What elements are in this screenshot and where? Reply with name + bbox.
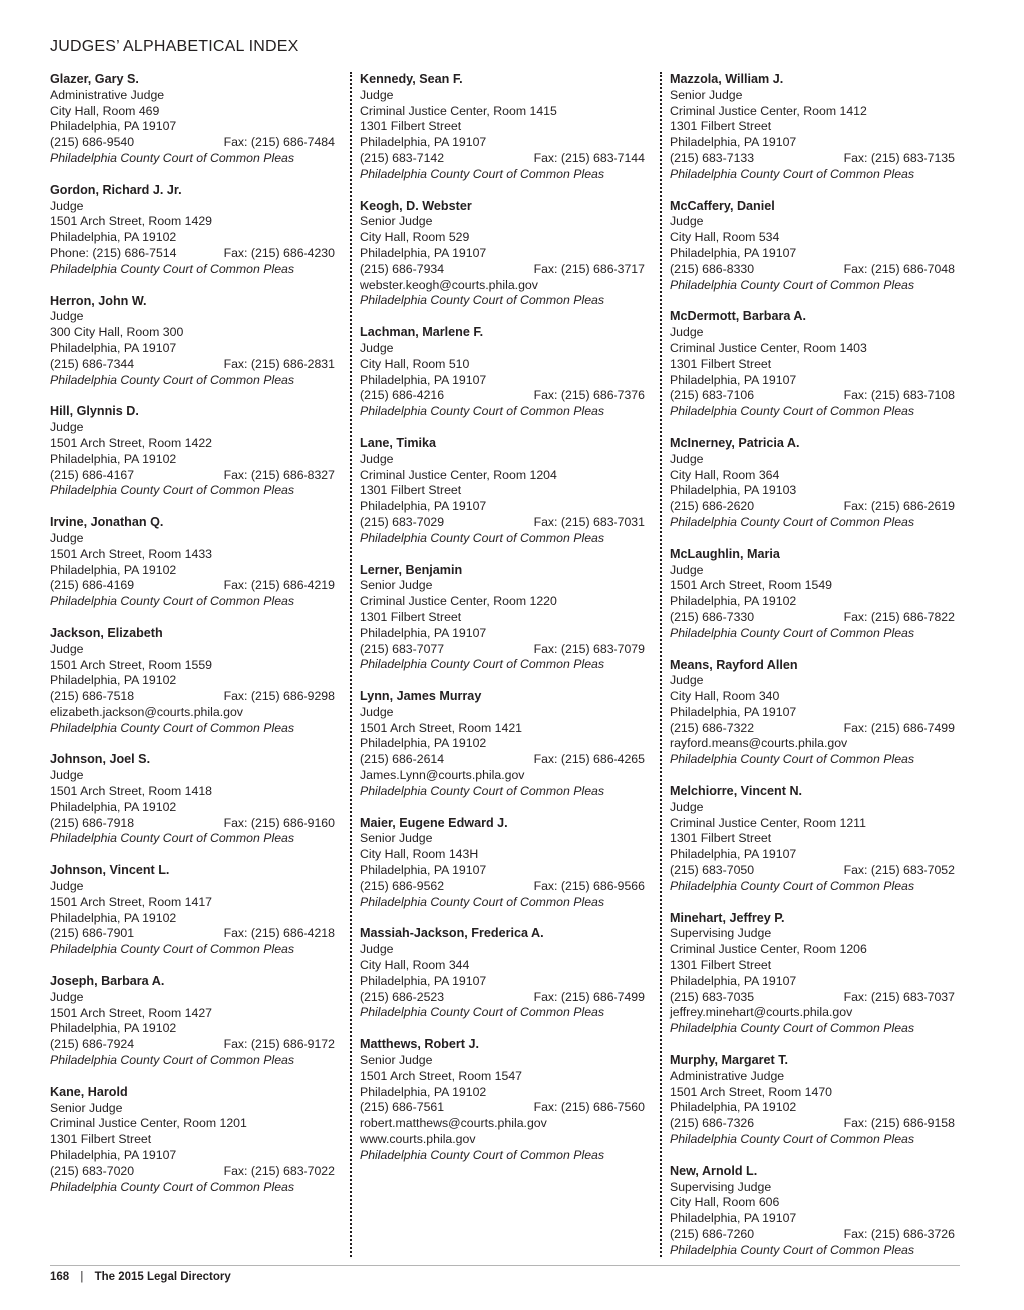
- address-line: City Hall, Room 364: [670, 467, 780, 482]
- contact-row: [670, 499, 955, 515]
- address-line: Philadelphia, PA 19107: [670, 847, 797, 862]
- fax-number: Fax: (215) 683-7108: [843, 388, 955, 403]
- phone-number: (215) 686-2614: [360, 752, 445, 767]
- phone-number: (215) 686-7934: [360, 261, 445, 276]
- fax-number: Fax: (215) 686-4230: [223, 245, 335, 260]
- address-line: Supervising Judge: [670, 1179, 772, 1194]
- judge-entry: [670, 911, 955, 1037]
- fax-number: Fax: (215) 686-7499: [843, 720, 955, 735]
- judge-entry: [50, 863, 335, 958]
- address-line: Judge: [50, 530, 84, 545]
- email-or-web: jeffrey.minehart@courts.phila.gov: [670, 1005, 853, 1020]
- judge-name: Massiah-Jackson, Frederica A.: [360, 926, 544, 941]
- address-line: City Hall, Room 534: [670, 230, 780, 245]
- address-line: City Hall, Room 143H: [360, 847, 479, 862]
- contact-row: [50, 816, 335, 832]
- judge-name: McCaffery, Daniel: [670, 198, 775, 213]
- address-line: Judge: [360, 340, 394, 355]
- contact-row: [360, 1100, 645, 1116]
- judge-name: Johnson, Vincent L.: [50, 863, 170, 878]
- address-line: 1301 Filbert Street: [670, 831, 772, 846]
- court-name: Philadelphia County Court of Common Pleas: [50, 372, 295, 387]
- phone-number: (215) 686-4167: [50, 467, 135, 482]
- address-line: Philadelphia, PA 19107: [360, 625, 487, 640]
- email-or-web: www.courts.phila.gov: [360, 1132, 476, 1147]
- court-name: Philadelphia County Court of Common Pleas: [360, 293, 605, 308]
- address-line: 1501 Arch Street, Room 1418: [50, 784, 213, 799]
- address-line: Philadelphia, PA 19102: [50, 451, 177, 466]
- judge-entry: [670, 1053, 955, 1148]
- address-line: 1501 Arch Street, Room 1421: [360, 720, 523, 735]
- fax-number: Fax: (215) 686-2619: [843, 499, 955, 514]
- address-line: Philadelphia, PA 19107: [670, 1211, 797, 1226]
- address-line: Senior Judge: [360, 578, 433, 593]
- page-number: 168: [50, 1271, 70, 1283]
- address-line: City Hall, Room 606: [670, 1195, 780, 1210]
- judge-entry: [360, 436, 645, 547]
- address-line: 1501 Arch Street, Room 1547: [360, 1068, 523, 1083]
- contact-row: [670, 610, 955, 626]
- email-or-web: James.Lynn@courts.phila.gov: [360, 768, 525, 783]
- judge-entry: [50, 626, 335, 737]
- judge-entry: [670, 658, 955, 769]
- address-line: Senior Judge: [360, 1053, 433, 1068]
- fax-number: Fax: (215) 686-9566: [533, 878, 645, 893]
- phone-number: (215) 686-7344: [50, 356, 135, 371]
- address-line: Criminal Justice Center, Room 1415: [360, 103, 557, 118]
- judge-name: Keogh, D. Webster: [360, 198, 472, 213]
- address-line: Senior Judge: [360, 831, 433, 846]
- phone-number: (215) 683-7106: [670, 388, 755, 403]
- address-line: Criminal Justice Center, Room 1211: [670, 815, 866, 830]
- address-line: Judge: [360, 942, 394, 957]
- fax-number: Fax: (215) 683-7031: [533, 514, 645, 529]
- address-line: Judge: [670, 562, 704, 577]
- page-footer: [50, 1271, 231, 1283]
- court-name: Philadelphia County Court of Common Pleas: [50, 483, 295, 498]
- fax-number: Fax: (215) 683-7022: [223, 1163, 335, 1178]
- court-name: Philadelphia County Court of Common Pleas: [670, 625, 915, 640]
- address-line: Philadelphia, PA 19107: [360, 135, 487, 150]
- address-line: Judge: [50, 641, 84, 656]
- contact-row: [50, 1037, 335, 1053]
- judge-name: Joseph, Barbara A.: [50, 974, 165, 989]
- court-name: Philadelphia County Court of Common Pleas: [670, 277, 915, 292]
- address-line: Judge: [360, 87, 394, 102]
- address-line: Philadelphia, PA 19107: [360, 973, 487, 988]
- address-line: Criminal Justice Center, Room 1206: [670, 942, 867, 957]
- contact-row: [670, 388, 955, 404]
- court-name: Philadelphia County Court of Common Pleas: [670, 1021, 915, 1036]
- judge-entry: [50, 404, 335, 499]
- address-line: Philadelphia, PA 19107: [360, 863, 487, 878]
- address-line: Administrative Judge: [670, 1068, 785, 1083]
- address-line: Criminal Justice Center, Room 1220: [360, 594, 557, 609]
- judge-entry: [670, 436, 955, 531]
- address-line: 1301 Filbert Street: [50, 1132, 152, 1147]
- court-name: Philadelphia County Court of Common Pleas: [50, 1053, 295, 1068]
- phone-number: (215) 686-9540: [50, 135, 135, 150]
- judge-entry: [50, 294, 335, 389]
- phone-number: (215) 686-7518: [50, 689, 135, 704]
- address-line: Philadelphia, PA 19102: [50, 673, 177, 688]
- contact-row: [50, 468, 335, 484]
- column-divider: [660, 72, 662, 1257]
- address-line: Philadelphia, PA 19102: [50, 1021, 177, 1036]
- email-or-web: webster.keogh@courts.phila.gov: [360, 277, 538, 292]
- address-line: 1501 Arch Street, Room 1427: [50, 1005, 213, 1020]
- address-line: Criminal Justice Center, Room 1204: [360, 467, 557, 482]
- phone-number: (215) 686-2620: [670, 499, 755, 514]
- contact-row: [50, 135, 335, 151]
- column-1: [50, 72, 335, 1257]
- footer-rule: [50, 1265, 960, 1266]
- court-name: Philadelphia County Court of Common Pleas: [670, 1132, 915, 1147]
- publication-title: The 2015 Legal Directory: [94, 1271, 231, 1283]
- judge-name: Mazzola, William J.: [670, 72, 784, 86]
- court-name: Philadelphia County Court of Common Pleas: [360, 894, 605, 909]
- court-name: Philadelphia County Court of Common Pleas: [360, 783, 605, 798]
- email-or-web: elizabeth.jackson@courts.phila.gov: [50, 704, 243, 719]
- contact-row: [50, 246, 335, 262]
- phone-number: (215) 686-7918: [50, 815, 135, 830]
- phone-number: (215) 686-7260: [670, 1227, 755, 1241]
- contact-row: [50, 578, 335, 594]
- contact-row: [670, 721, 955, 737]
- fax-number: Fax: (215) 686-9160: [223, 815, 335, 830]
- court-name: Philadelphia County Court of Common Pleas: [360, 404, 605, 419]
- address-line: Criminal Justice Center, Room 1412: [670, 103, 867, 118]
- judge-entry: [50, 515, 335, 610]
- address-line: Judge: [670, 214, 704, 229]
- address-line: Judge: [50, 879, 84, 894]
- court-name: Philadelphia County Court of Common Pleas: [360, 1147, 605, 1162]
- address-line: 1501 Arch Street, Room 1559: [50, 657, 213, 672]
- contact-row: [670, 1227, 955, 1243]
- judge-entry: [670, 199, 955, 294]
- fax-number: Fax: (215) 686-7499: [533, 989, 645, 1004]
- court-name: Philadelphia County Court of Common Pleas: [670, 1242, 915, 1257]
- address-line: Judge: [50, 768, 84, 783]
- address-line: Judge: [670, 799, 704, 814]
- judge-entry: [670, 1164, 955, 1259]
- contact-row: [360, 515, 645, 531]
- phone-number: (215) 683-7029: [360, 514, 445, 529]
- judge-name: Jackson, Elizabeth: [50, 625, 163, 640]
- phone-number: (215) 686-7561: [360, 1100, 445, 1115]
- court-name: Philadelphia County Court of Common Pleas: [670, 878, 915, 893]
- fax-number: Fax: (215) 686-4265: [533, 752, 645, 767]
- judge-name: New, Arnold L.: [670, 1163, 758, 1178]
- court-name: Philadelphia County Court of Common Pleas: [360, 166, 605, 181]
- email-or-web: rayford.means@courts.phila.gov: [670, 736, 848, 751]
- address-line: Philadelphia, PA 19107: [670, 135, 797, 150]
- court-name: Philadelphia County Court of Common Pleas: [360, 530, 605, 545]
- phone-number: (215) 686-2523: [360, 989, 445, 1004]
- fax-number: Fax: (215) 683-7079: [533, 641, 645, 656]
- address-line: Philadelphia, PA 19102: [50, 230, 177, 245]
- address-line: 1501 Arch Street, Room 1470: [670, 1084, 833, 1099]
- address-line: Philadelphia, PA 19102: [670, 1100, 797, 1115]
- address-line: Philadelphia, PA 19102: [50, 562, 177, 577]
- judge-entry: [360, 689, 645, 800]
- contact-row: [670, 151, 955, 167]
- judge-name: Lachman, Marlene F.: [360, 325, 484, 340]
- contact-row: [360, 262, 645, 278]
- judge-entry: [670, 72, 955, 183]
- judge-entry: [360, 926, 645, 1021]
- address-line: Judge: [50, 420, 84, 435]
- judge-entry: [670, 784, 955, 895]
- judge-entry: [50, 72, 335, 167]
- contact-row: [360, 388, 645, 404]
- address-line: 1501 Arch Street, Room 1422: [50, 435, 213, 450]
- judge-name: Glazer, Gary S.: [50, 72, 139, 86]
- address-line: Judge: [670, 451, 704, 466]
- address-line: Philadelphia, PA 19107: [360, 372, 487, 387]
- address-line: Judge: [360, 704, 394, 719]
- judge-name: Melchiorre, Vincent N.: [670, 784, 803, 799]
- phone-number: (215) 686-8330: [670, 261, 755, 276]
- address-line: Senior Judge: [50, 1100, 123, 1115]
- judge-entry: [50, 183, 335, 278]
- fax-number: Fax: (215) 686-7484: [223, 135, 335, 150]
- judge-name: Minehart, Jeffrey P.: [670, 910, 785, 925]
- contact-row: [360, 151, 645, 167]
- judge-entry: [360, 325, 645, 420]
- judge-name: Lynn, James Murray: [360, 689, 482, 704]
- phone-number: (215) 683-7077: [360, 641, 445, 656]
- address-line: 300 City Hall, Room 300: [50, 325, 184, 340]
- judge-name: McInerney, Patricia A.: [670, 435, 800, 450]
- address-line: City Hall, Room 510: [360, 356, 470, 371]
- judge-entry: [50, 1085, 335, 1196]
- phone-number: (215) 683-7035: [670, 989, 755, 1004]
- address-line: Philadelphia, PA 19107: [50, 119, 177, 134]
- court-name: Philadelphia County Court of Common Pleas: [50, 594, 295, 609]
- court-name: Philadelphia County Court of Common Pleas: [50, 1179, 295, 1194]
- judge-name: Lerner, Benjamin: [360, 562, 463, 577]
- footer-separator: |: [80, 1271, 84, 1283]
- address-line: 1301 Filbert Street: [670, 119, 772, 134]
- address-line: Philadelphia, PA 19107: [50, 340, 177, 355]
- address-line: Administrative Judge: [50, 87, 165, 102]
- column-2: [360, 72, 645, 1257]
- address-line: Philadelphia, PA 19103: [670, 483, 797, 498]
- phone-number: Phone: (215) 686-7514: [50, 245, 177, 260]
- judge-entry: [360, 816, 645, 911]
- contact-row: [360, 642, 645, 658]
- address-line: Philadelphia, PA 19102: [360, 1084, 487, 1099]
- address-line: Judge: [670, 673, 704, 688]
- address-line: 1301 Filbert Street: [670, 958, 772, 973]
- court-name: Philadelphia County Court of Common Pleas: [670, 404, 915, 419]
- fax-number: Fax: (215) 686-8327: [223, 467, 335, 482]
- court-name: Philadelphia County Court of Common Pleas: [50, 150, 295, 165]
- court-name: Philadelphia County Court of Common Pleas: [670, 752, 915, 767]
- phone-number: (215) 686-7322: [670, 720, 755, 735]
- fax-number: Fax: (215) 686-7048: [843, 261, 955, 276]
- judge-name: McLaughlin, Maria: [670, 546, 780, 561]
- column-3: [670, 72, 955, 1257]
- judge-entry: [360, 72, 645, 183]
- judge-entry: [670, 309, 955, 420]
- phone-number: (215) 686-7330: [670, 609, 755, 624]
- phone-number: (215) 683-7142: [360, 150, 445, 165]
- contact-row: [360, 752, 645, 768]
- judge-name: McDermott, Barbara A.: [670, 309, 806, 324]
- address-line: Criminal Justice Center, Room 1403: [670, 340, 867, 355]
- fax-number: Fax: (215) 686-9172: [223, 1037, 335, 1052]
- address-line: City Hall, Room 340: [670, 689, 780, 704]
- address-line: Supervising Judge: [670, 926, 772, 941]
- judge-name: Irvine, Jonathan Q.: [50, 515, 164, 530]
- address-line: Judge: [360, 451, 394, 466]
- address-line: 1301 Filbert Street: [360, 483, 462, 498]
- address-line: Philadelphia, PA 19107: [670, 372, 797, 387]
- judge-entry: [360, 563, 645, 674]
- address-line: 1301 Filbert Street: [360, 119, 462, 134]
- phone-number: (215) 686-4216: [360, 388, 445, 403]
- judge-name: Matthews, Robert J.: [360, 1037, 479, 1052]
- contact-row: [50, 1164, 335, 1180]
- judge-name: Herron, John W.: [50, 293, 147, 308]
- address-line: 1501 Arch Street, Room 1433: [50, 546, 213, 561]
- address-line: City Hall, Room 529: [360, 230, 470, 245]
- address-line: 1501 Arch Street, Room 1549: [670, 578, 833, 593]
- address-line: Philadelphia, PA 19107: [50, 1148, 177, 1163]
- fax-number: Fax: (215) 686-4219: [223, 578, 335, 593]
- address-line: Judge: [670, 325, 704, 340]
- phone-number: (215) 683-7020: [50, 1163, 135, 1178]
- fax-number: Fax: (215) 686-7822: [843, 609, 955, 624]
- address-line: City Hall, Room 344: [360, 958, 470, 973]
- fax-number: Fax: (215) 686-4218: [223, 926, 335, 941]
- address-line: Judge: [50, 989, 84, 1004]
- address-line: 1301 Filbert Street: [360, 609, 462, 624]
- fax-number: Fax: (215) 683-7037: [843, 989, 955, 1004]
- fax-number: Fax: (215) 686-2831: [223, 356, 335, 371]
- fax-number: Fax: (215) 686-3717: [533, 261, 645, 276]
- address-line: Judge: [50, 309, 84, 324]
- judge-name: Hill, Glynnis D.: [50, 404, 139, 419]
- address-line: 1501 Arch Street, Room 1429: [50, 214, 213, 229]
- judge-name: Lane, Timika: [360, 435, 437, 450]
- address-line: Philadelphia, PA 19107: [360, 499, 487, 514]
- fax-number: Fax: (215) 686-7376: [533, 388, 645, 403]
- phone-number: (215) 686-7924: [50, 1037, 135, 1052]
- court-name: Philadelphia County Court of Common Pleas: [50, 831, 295, 846]
- judge-name: Kennedy, Sean F.: [360, 72, 463, 86]
- judge-name: Gordon, Richard J. Jr.: [50, 182, 182, 197]
- address-line: Judge: [50, 198, 84, 213]
- phone-number: (215) 686-7901: [50, 926, 135, 941]
- contact-row: [360, 879, 645, 895]
- address-line: 1301 Filbert Street: [670, 356, 772, 371]
- address-line: Senior Judge: [670, 87, 743, 102]
- phone-number: (215) 683-7050: [670, 863, 755, 878]
- court-name: Philadelphia County Court of Common Pleas: [360, 657, 605, 672]
- address-line: Philadelphia, PA 19107: [360, 245, 487, 260]
- judge-entry: [50, 974, 335, 1069]
- address-line: Criminal Justice Center, Room 1201: [50, 1116, 247, 1131]
- page-title: JUDGES’ ALPHABETICAL INDEX: [50, 38, 299, 55]
- fax-number: Fax: (215) 686-9298: [223, 689, 335, 704]
- address-line: Philadelphia, PA 19102: [670, 594, 797, 609]
- column-divider: [350, 72, 352, 1257]
- phone-number: (215) 683-7133: [670, 150, 755, 165]
- contact-row: [670, 262, 955, 278]
- address-line: Philadelphia, PA 19107: [670, 704, 797, 719]
- judge-name: Means, Rayford Allen: [670, 657, 798, 672]
- contact-row: [670, 990, 955, 1006]
- fax-number: Fax: (215) 686-3726: [843, 1227, 955, 1241]
- court-name: Philadelphia County Court of Common Pleas: [50, 942, 295, 957]
- judge-name: Murphy, Margaret T.: [670, 1053, 789, 1068]
- address-line: Philadelphia, PA 19102: [50, 799, 177, 814]
- phone-number: (215) 686-9562: [360, 878, 445, 893]
- judge-entry: [670, 547, 955, 642]
- fax-number: Fax: (215) 683-7144: [533, 150, 645, 165]
- address-line: Philadelphia, PA 19102: [360, 736, 487, 751]
- address-line: City Hall, Room 469: [50, 103, 160, 118]
- address-line: Philadelphia, PA 19107: [670, 245, 797, 260]
- contact-row: [360, 990, 645, 1006]
- court-name: Philadelphia County Court of Common Pleas: [360, 1005, 605, 1020]
- address-line: Senior Judge: [360, 214, 433, 229]
- contact-row: [50, 689, 335, 705]
- phone-number: (215) 686-4169: [50, 578, 135, 593]
- judge-name: Johnson, Joel S.: [50, 752, 151, 767]
- judge-entry: [360, 1037, 645, 1163]
- address-line: Philadelphia, PA 19107: [670, 973, 797, 988]
- contact-row: [50, 926, 335, 942]
- judge-name: Kane, Harold: [50, 1084, 128, 1099]
- contact-row: [670, 1116, 955, 1132]
- judge-entry: [50, 752, 335, 847]
- fax-number: Fax: (215) 686-7560: [533, 1100, 645, 1115]
- court-name: Philadelphia County Court of Common Pleas: [50, 720, 295, 735]
- court-name: Philadelphia County Court of Common Pleas: [50, 261, 295, 276]
- fax-number: Fax: (215) 683-7135: [843, 150, 955, 165]
- court-name: Philadelphia County Court of Common Pleas: [670, 514, 915, 529]
- phone-number: (215) 686-7326: [670, 1116, 755, 1131]
- judge-name: Maier, Eugene Edward J.: [360, 815, 508, 830]
- contact-row: [50, 357, 335, 373]
- contact-row: [670, 863, 955, 879]
- fax-number: Fax: (215) 683-7052: [843, 863, 955, 878]
- address-line: 1501 Arch Street, Room 1417: [50, 894, 213, 909]
- fax-number: Fax: (215) 686-9158: [843, 1116, 955, 1131]
- court-name: Philadelphia County Court of Common Pleas: [670, 166, 915, 181]
- email-or-web: robert.matthews@courts.phila.gov: [360, 1116, 547, 1131]
- directory-columns: [50, 72, 960, 1257]
- judge-entry: [360, 199, 645, 310]
- address-line: Philadelphia, PA 19102: [50, 910, 177, 925]
